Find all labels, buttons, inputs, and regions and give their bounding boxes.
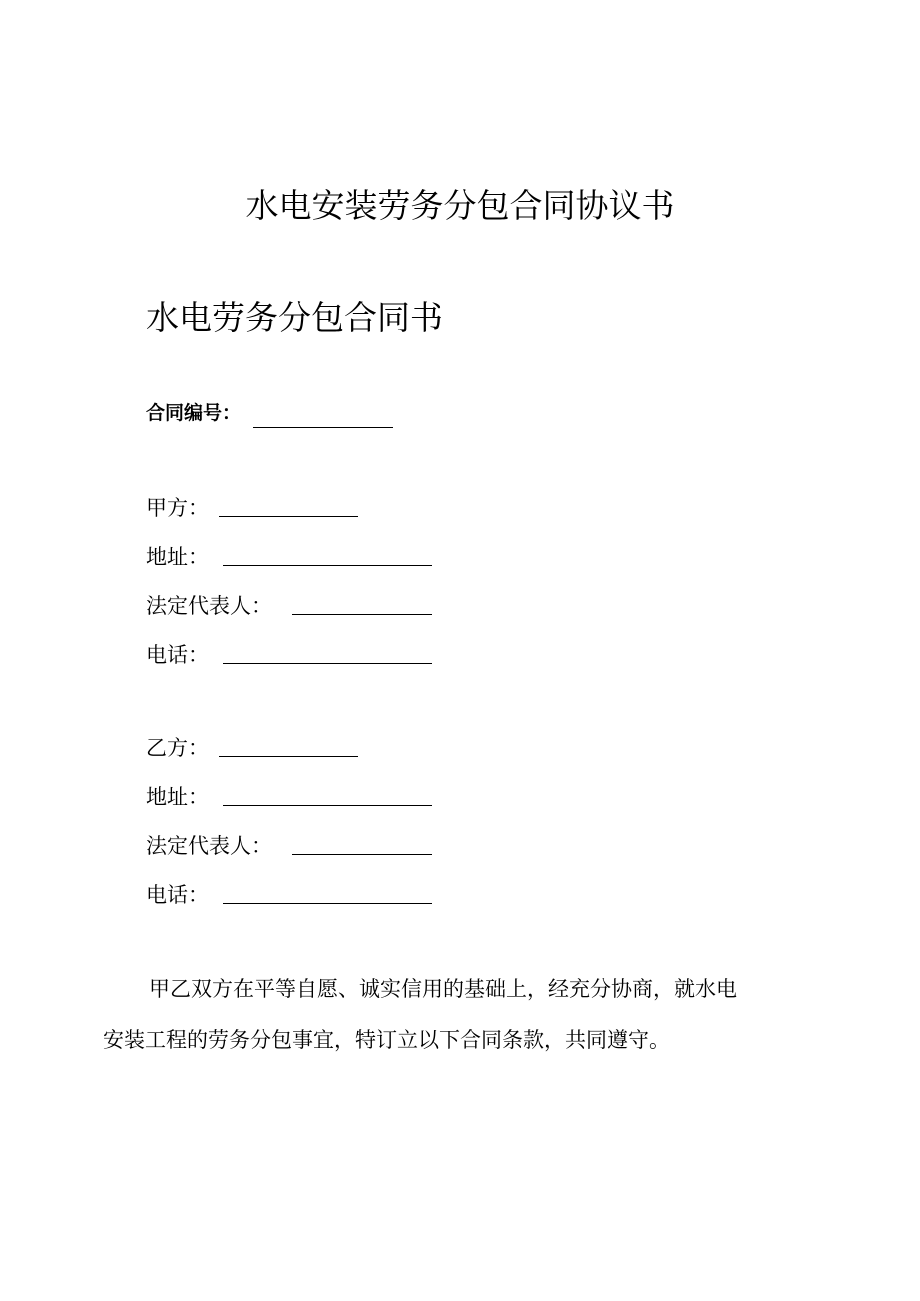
party-a-address-label: 地址：	[146, 545, 209, 569]
party-b-phone-label: 电话：	[146, 883, 209, 907]
party-a-name-label: 甲方：	[146, 496, 209, 520]
party-b-address-row	[146, 782, 209, 812]
party-a-rep-label: 法定代表人：	[146, 594, 272, 618]
contract-number-label: 合同编号：	[146, 402, 242, 424]
party-b-name-label: 乙方：	[146, 736, 209, 760]
intro-paragraph	[103, 964, 823, 1066]
party-a-phone-label: 电话：	[146, 643, 209, 667]
document-title: 水电安装劳务分包合同协议书	[245, 186, 675, 225]
party-a-address-blank	[223, 565, 432, 566]
party-a-rep-blank	[292, 614, 432, 615]
contract-number-row	[146, 398, 393, 428]
party-b-address-blank	[223, 805, 432, 806]
party-b-name-blank	[219, 756, 358, 757]
party-b-rep-label: 法定代表人：	[146, 834, 272, 858]
party-a-phone-row	[146, 640, 209, 670]
party-a-name-blank	[219, 516, 358, 517]
party-a-rep-row	[146, 591, 272, 621]
intro-line-2: 安装工程的劳务分包事宜，特订立以下合同条款，共同遵守。	[103, 1028, 670, 1052]
contract-number-blank	[253, 403, 393, 428]
party-b-rep-row	[146, 831, 272, 861]
party-a-address-row	[146, 542, 209, 572]
party-a-name-row	[146, 493, 209, 523]
party-b-address-label: 地址：	[146, 785, 209, 809]
intro-line-1: 甲乙双方在平等自愿、诚实信用的基础上，经充分协商，就水电	[149, 977, 737, 1001]
document-subtitle: 水电劳务分包合同书	[146, 298, 443, 337]
party-b-phone-blank	[223, 903, 432, 904]
party-b-phone-row	[146, 880, 209, 910]
party-a-phone-blank	[223, 663, 432, 664]
party-b-rep-blank	[292, 854, 432, 855]
party-b-name-row	[146, 733, 209, 763]
